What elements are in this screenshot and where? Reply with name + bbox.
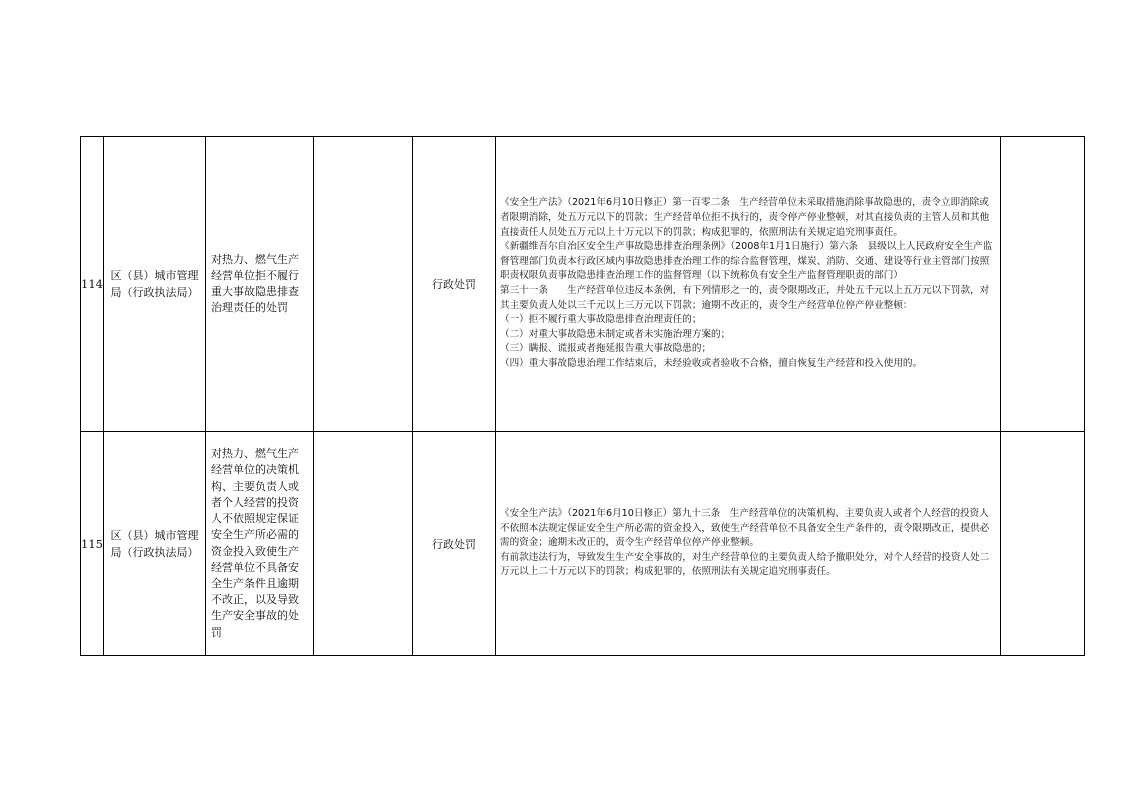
- basis-paragraph: 《新疆维吾尔自治区安全生产事故隐患排查治理条例》（2008年1月1日施行）第六条 县级以上人民政府安全生产监督管理部门负责本行政区域内事故隐患排查治理工作的综合监督管理，煤炭、消防、交通、建设等行业主管部门按照职责权限负责事故隐患排查治理工作的监督管理（以下统称负有安全生产监督管理职责的部门）: [500, 241, 993, 282]
- penalty-item-cell: 对热力、燃气生产经营单位的决策机构、主要负责人或者个人经营的投资人不依照规定保证安全生产所必需的资金投入致使生产经营单位不具备安全生产条件且逾期不改正，以及导致生产安全事故的处罚: [206, 432, 314, 656]
- empty-cell: [314, 137, 413, 432]
- remarks-cell: [1001, 432, 1085, 656]
- basis-paragraph: 《安全生产法》（2021年6月10日修正）第一百零二条 生产经营单位未采取措施消除事故隐患的，责令立即消除或者限期消除，处五万元以下的罚款；生产经营单位拒不执行的，责令停产停业整顿，对其直接负责的主管人员和其他直接责任人员处五万元以上十万元以下的罚款；构成犯罪的，依照刑法有关规定追究刑事责任。: [500, 197, 990, 238]
- empty-cell: [314, 432, 413, 656]
- department-cell: 区（县）城市管理局（行政执法局）: [104, 137, 206, 432]
- basis-paragraph: （四）重大事故隐患治理工作结束后，未经验收或者验收不合格，擅自恢复生产经营和投入使用的。: [500, 357, 923, 369]
- legal-basis-cell: [496, 137, 1001, 432]
- remarks-cell: [1001, 137, 1085, 432]
- regulation-table: [80, 136, 1085, 656]
- department-cell: 区（县）城市管理局（行政执法局）: [104, 432, 206, 656]
- legal-basis-cell: [496, 432, 1001, 656]
- action-type-cell: 行政处罚: [413, 432, 496, 656]
- basis-paragraph: 有前款违法行为，导致发生生产安全事故的，对生产经营单位的主要负责人给予撤职处分，对个人经营的投资人处二万元以上二十万元以下的罚款；构成犯罪的，依照刑法有关规定追究刑事责任。: [500, 551, 990, 578]
- basis-paragraph: 《安全生产法》（2021年6月10日修正）第九十三条 生产经营单位的决策机构、主要负责人或者个人经营的投资人不依照本法规定保证安全生产所必需的资金投入，致使生产经营单位不具备安全生产条件的，责令限期改正，提供必需的资金；逾期未改正的，责令生产经营单位停产停业整顿。: [500, 508, 990, 549]
- row-number: 114: [81, 137, 104, 432]
- basis-paragraph: 第三十一条 生产经营单位违反本条例，有下列情形之一的，责令限期改正，并处五千元以上五万元以下罚款，对其主要负责人处以三千元以上三万元以下罚款；逾期不改正的，责令生产经营单位停产停业整顿：: [500, 285, 990, 311]
- action-type-cell: 行政处罚: [413, 137, 496, 432]
- penalty-item-cell: 对热力、燃气生产经营单位拒不履行重大事故隐患排查治理责任的处罚: [206, 137, 314, 432]
- table-row: [81, 137, 1085, 432]
- table-row: [81, 432, 1085, 656]
- row-number: 115: [81, 432, 104, 656]
- basis-paragraph: （一）拒不履行重大事故隐患排查治理责任的；: [500, 314, 702, 326]
- basis-paragraph: （二）对重大事故隐患未制定或者未实施治理方案的；: [500, 328, 731, 340]
- basis-paragraph: （三）瞒报、谎报或者拖延报告重大事故隐患的；: [500, 343, 712, 355]
